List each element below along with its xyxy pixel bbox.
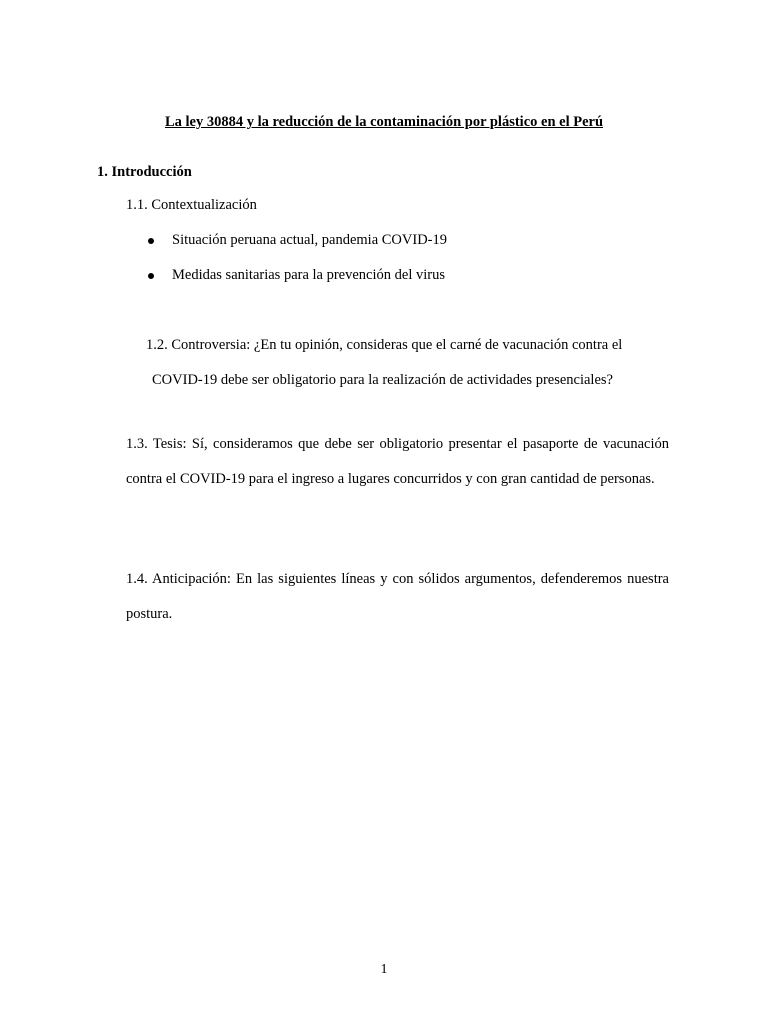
paragraph-controversia-line-2: COVID-19 debe ser obligatorio para la realización de actividades presenciales?	[152, 371, 613, 388]
page-number: 1	[380, 962, 388, 977]
bullet-icon	[148, 238, 154, 244]
subsection-heading-contextualizacion: 1.1. Contextualización	[126, 197, 257, 213]
section-heading-introduccion: 1. Introducción	[97, 164, 192, 180]
bullet-text: Situación peruana actual, pandemia COVID-19	[172, 232, 448, 248]
bullet-text: Medidas sanitarias para la prevención del virus	[172, 267, 445, 283]
document-title: La ley 30884 y la reducción de la contaminación por plástico en el Perú	[164, 114, 604, 130]
paragraph-anticipacion: 1.4. Anticipación: En las siguientes líneas y con sólidos argumentos, defenderemos nuestra postura.	[126, 571, 669, 622]
bullet-item	[172, 267, 445, 284]
bullet-icon	[148, 273, 154, 279]
paragraph-controversia	[146, 328, 670, 397]
bullet-item	[172, 232, 447, 249]
paragraph-tesis: 1.3. Tesis: Sí, consideramos que debe ser obligatorio presentar el pasaporte de vacunación contra el COVID-19 para el ingreso a lugares concurridos y con gran cantidad de personas.	[126, 436, 669, 487]
paragraph-controversia-line-1: 1.2. Controversia: ¿En tu opinión, consideras que el carné de vacunación contra el	[146, 337, 623, 353]
